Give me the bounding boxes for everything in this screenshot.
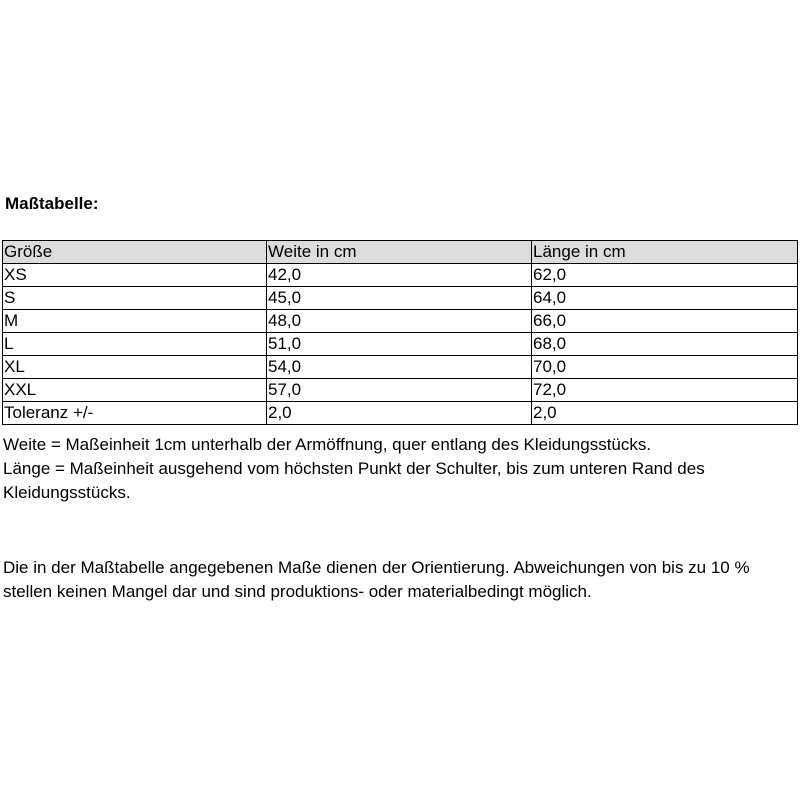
size-table — [2, 240, 798, 425]
table-row-tolerance — [3, 402, 798, 425]
note-width: Weite = Maßeinheit 1cm unterhalb der Armöffnung, quer entlang des Kleidungsstücks. — [3, 435, 652, 454]
cell-size: M — [3, 310, 267, 333]
cell-size: XL — [3, 356, 267, 379]
cell-width: 42,0 — [267, 264, 532, 287]
table-row — [3, 333, 798, 356]
cell-size: L — [3, 333, 267, 356]
cell-length: 66,0 — [532, 310, 798, 333]
table-row — [3, 356, 798, 379]
measurement-notes — [3, 433, 798, 505]
cell-length: 64,0 — [532, 287, 798, 310]
cell-size: XXL — [3, 379, 267, 402]
table-row — [3, 264, 798, 287]
cell-width: 45,0 — [267, 287, 532, 310]
cell-length: 72,0 — [532, 379, 798, 402]
cell-length: 70,0 — [532, 356, 798, 379]
column-header-length: Länge in cm — [532, 241, 798, 264]
cell-width: 54,0 — [267, 356, 532, 379]
disclaimer-text: Die in der Maßtabelle angegebenen Maße dienen der Orientierung. Abweichungen von bis zu 10 % stellen keinen Mangel dar und sind produktions- oder materialbedingt möglich. — [3, 558, 750, 601]
cell-width: 48,0 — [267, 310, 532, 333]
cell-size: XS — [3, 264, 267, 287]
cell-length: 62,0 — [532, 264, 798, 287]
column-header-size: Größe — [3, 241, 267, 264]
cell-width: 2,0 — [267, 402, 532, 425]
note-length: Länge = Maßeinheit ausgehend vom höchsten Punkt der Schulter, bis zum unteren Rand des Kleidungsstücks. — [3, 459, 705, 502]
page-title: Maßtabelle: — [5, 194, 99, 213]
cell-size: Toleranz +/- — [3, 402, 267, 425]
cell-width: 51,0 — [267, 333, 532, 356]
table-header-row — [3, 241, 798, 264]
cell-width: 57,0 — [267, 379, 532, 402]
cell-length: 2,0 — [532, 402, 798, 425]
column-header-width: Weite in cm — [267, 241, 532, 264]
cell-length: 68,0 — [532, 333, 798, 356]
table-row — [3, 310, 798, 333]
table-row — [3, 287, 798, 310]
table-row — [3, 379, 798, 402]
cell-size: S — [3, 287, 267, 310]
